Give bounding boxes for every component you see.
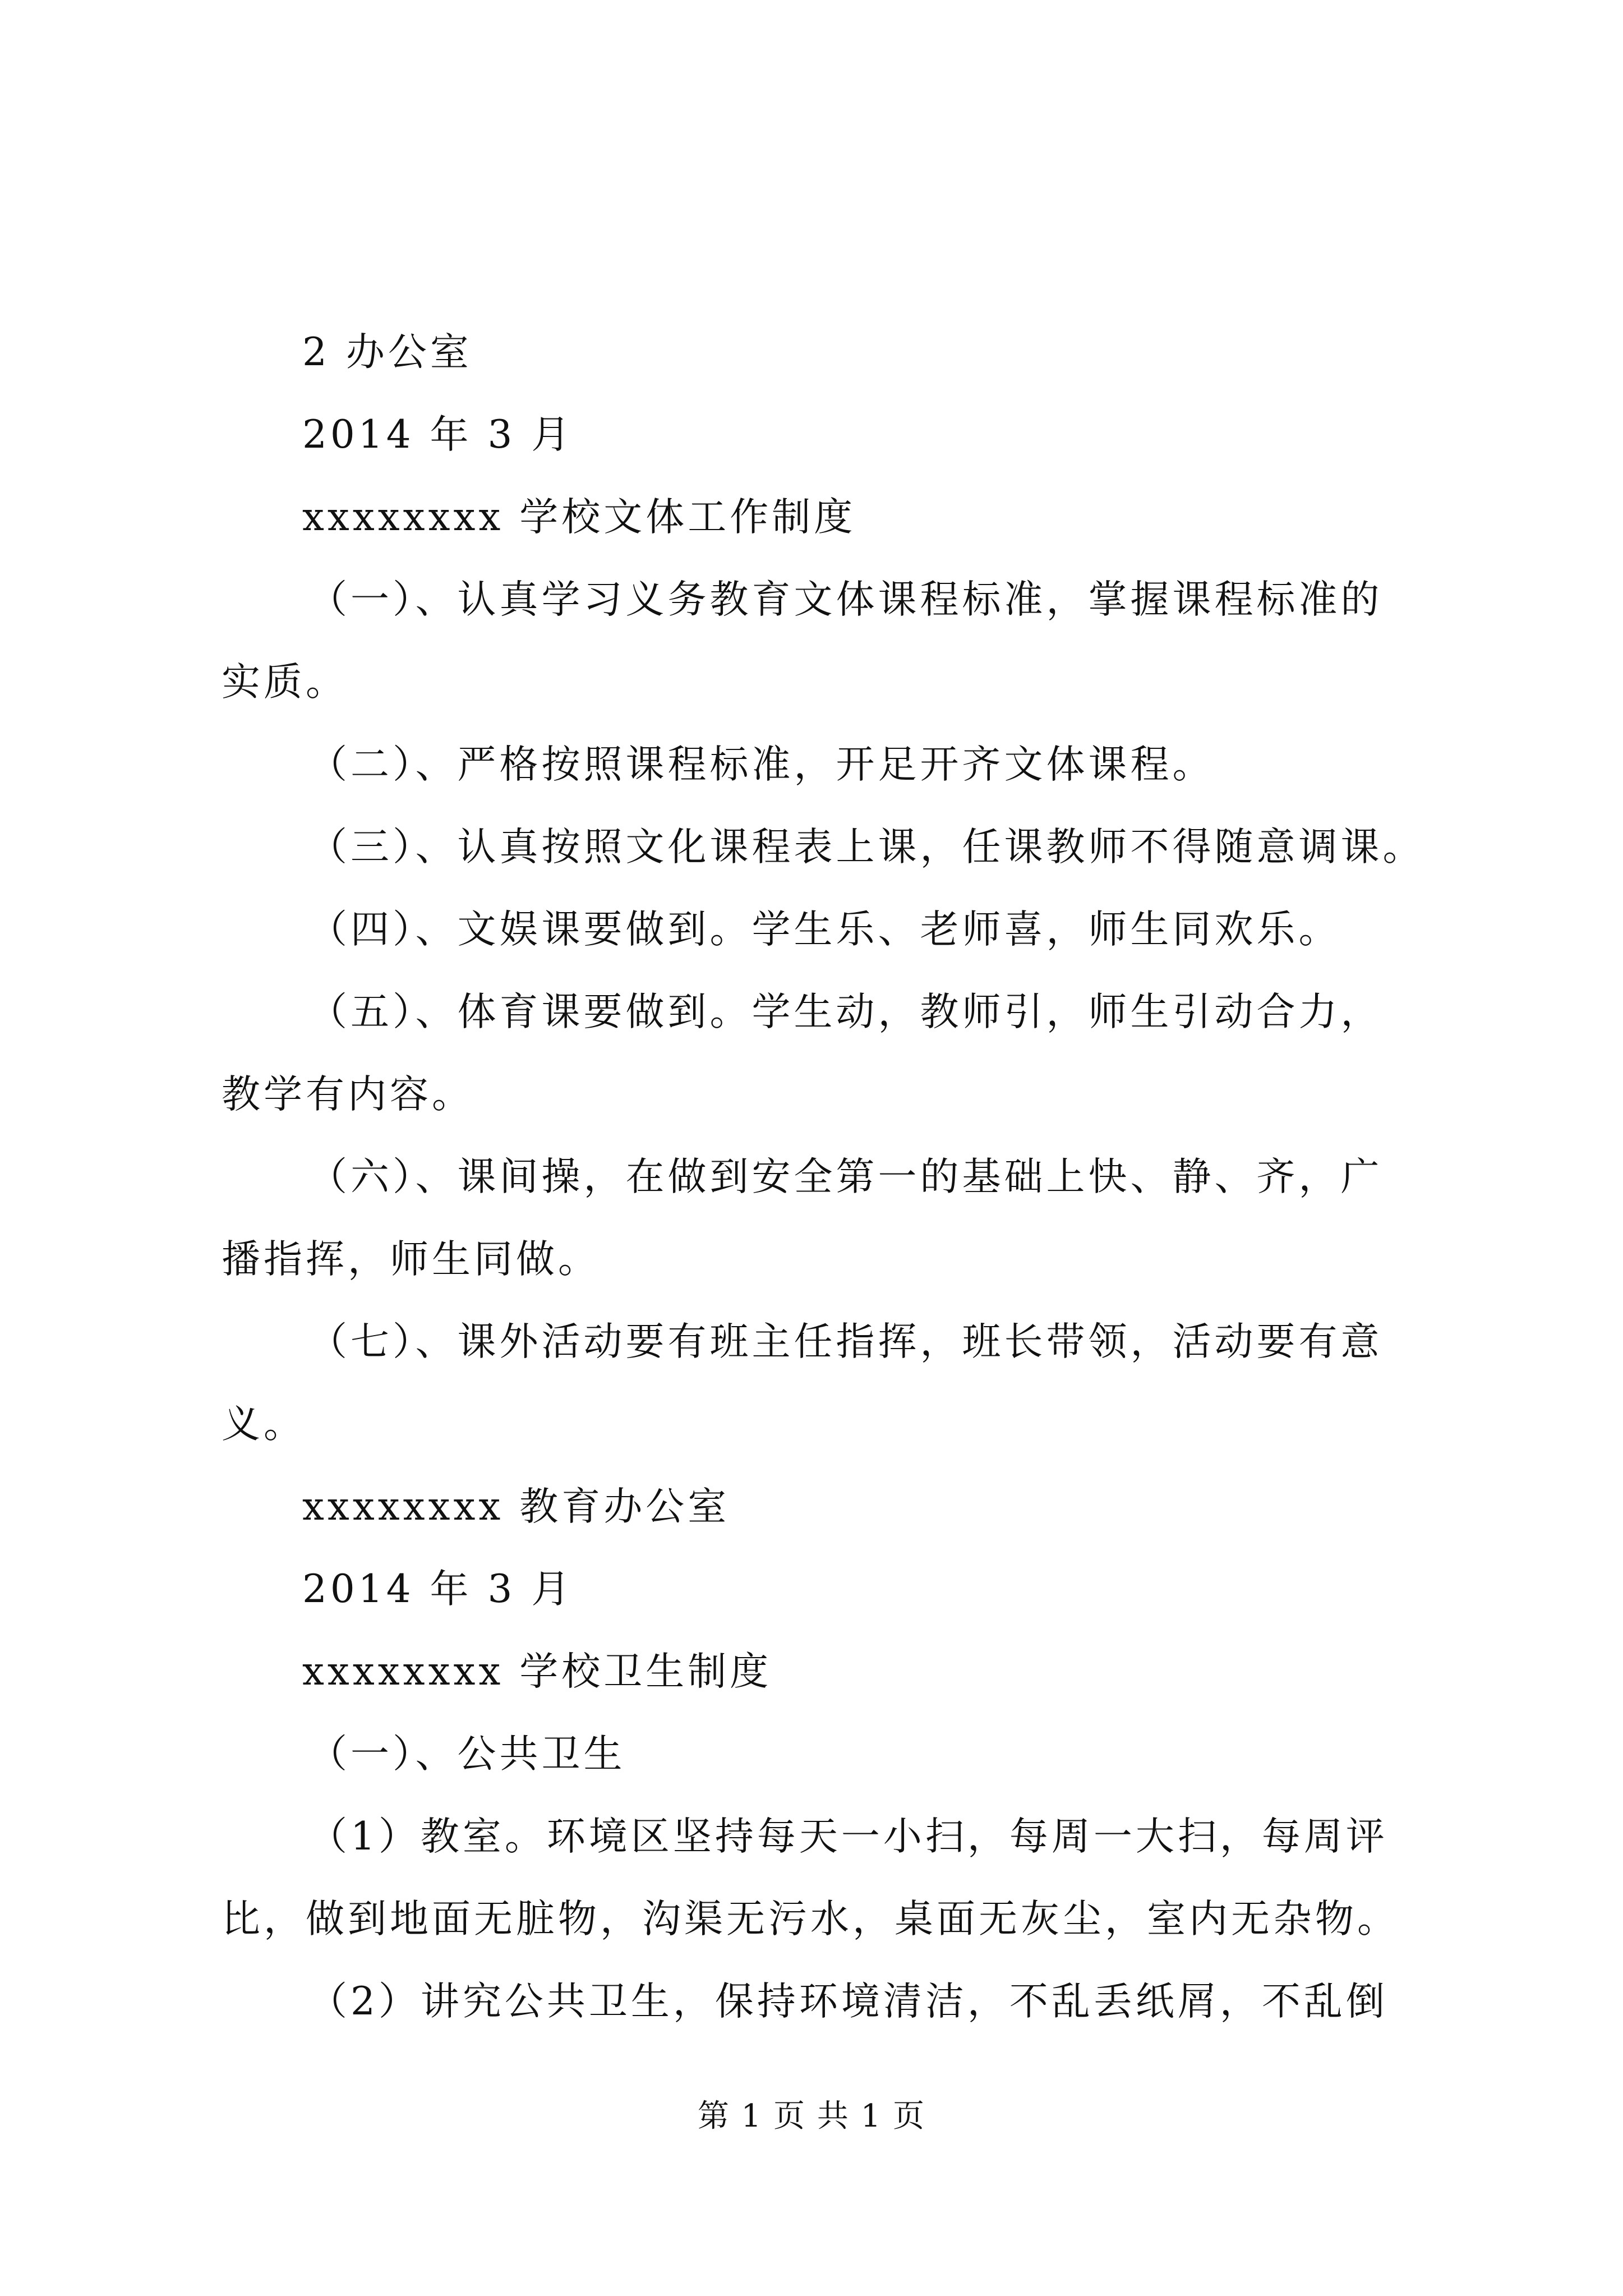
- page-footer: 第 1 页 共 1 页: [697, 2098, 926, 2134]
- text-line: 比，做到地面无脏物，沟渠无污水，桌面无灰尘，室内无杂物。: [222, 1897, 1399, 1941]
- document-body: [222, 311, 1427, 2043]
- section-title: xxxxxxxx 学校卫生制度: [302, 1649, 772, 1694]
- text-line: 教学有内容。: [222, 1072, 474, 1117]
- text-line: （2）讲究公共卫生，保持环境清洁，不乱丢纸屑，不乱倒: [308, 1979, 1388, 2024]
- text-line: 义。: [222, 1402, 306, 1447]
- text-line: （一）、认真学习义务教育文体课程标准，掌握课程标准的: [308, 577, 1383, 622]
- text-line: （三）、认真按照文化课程表上课，任课教师不得随意调课。: [308, 825, 1425, 869]
- text-line: （二）、严格按照课程标准，开足开齐文体课程。: [308, 742, 1215, 787]
- text-line: 2014 年 3 月: [302, 1567, 574, 1612]
- text-line: （五）、体育课要做到。学生动，教师引，师生引动合力，: [308, 990, 1383, 1034]
- text-line: xxxxxxxx 教育办公室: [302, 1484, 730, 1529]
- text-line: 实质。: [222, 660, 348, 705]
- text-line: （一）、公共卫生: [308, 1732, 626, 1777]
- section-title: xxxxxxxx 学校文体工作制度: [302, 495, 856, 540]
- text-line: （六）、课间操，在做到安全第一的基础上快、静、齐，广: [308, 1154, 1383, 1199]
- text-line: 2014 年 3 月: [302, 412, 574, 457]
- text-line: （四）、文娱课要做到。学生乐、老师喜，师生同欢乐。: [308, 907, 1341, 952]
- text-line: 2 办公室: [302, 330, 472, 375]
- text-line: （七）、课外活动要有班主任指挥，班长带领，活动要有意: [308, 1319, 1383, 1364]
- text-line: 播指挥，师生同做。: [222, 1237, 600, 1282]
- text-line: （1）教室。环境区坚持每天一小扫，每周一大扫，每周评: [308, 1814, 1388, 1859]
